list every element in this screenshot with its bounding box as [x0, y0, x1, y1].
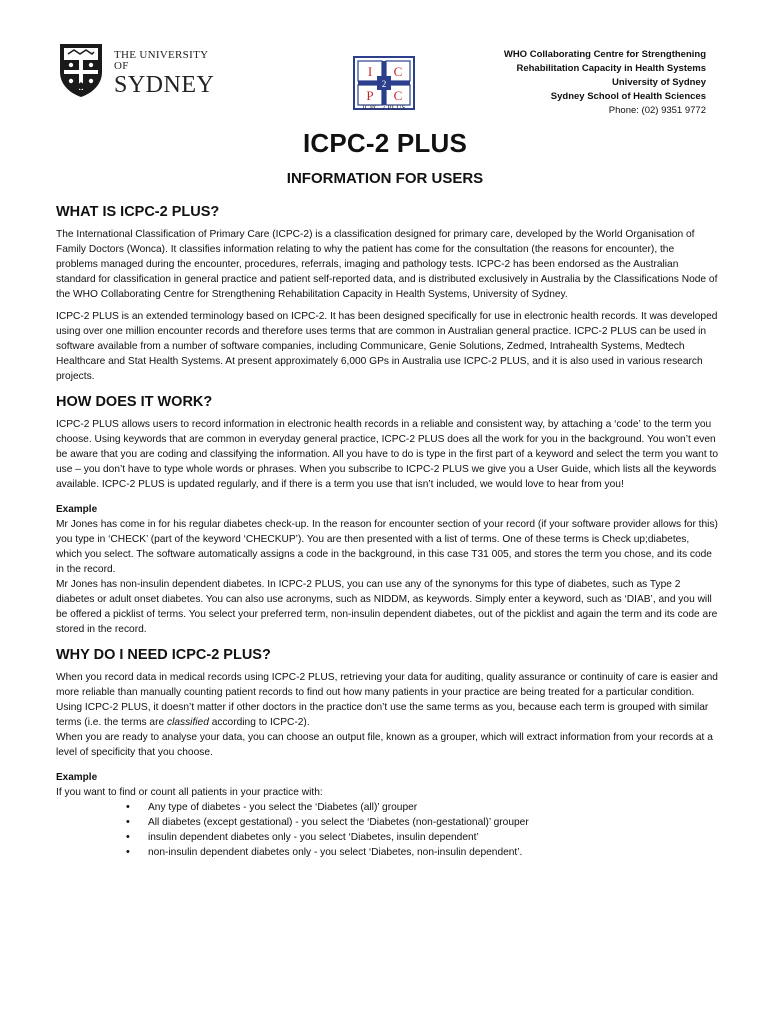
- icpc-cell-i: I: [367, 64, 373, 79]
- who-line2: Rehabilitation Capacity in Health Systems: [516, 63, 706, 74]
- page-subtitle: INFORMATION FOR USERS: [286, 170, 484, 187]
- list-item-text: insulin dependent diabetes only - you select ‘Diabetes, insulin dependent’: [148, 832, 479, 843]
- university-crest-icon: [56, 42, 106, 98]
- bullet-icon: •: [126, 801, 130, 813]
- who-line4: Sydney School of Health Sciences: [550, 91, 706, 102]
- list-item-text: non-insulin dependent diabetes only - you select ‘Diabetes, non-insulin dependent’.: [148, 847, 523, 858]
- section-why: [56, 645, 718, 860]
- university-of-sydney-logo: [56, 40, 216, 100]
- who-centre-address: [504, 48, 706, 118]
- paragraph: ICPC-2 PLUS is an extended terminology based on ICPC-2. It has been designed specifically for use in electronic health records. It was developed using over one million encounter records and therefore uses terms that are common in Australian general practice. ICPC-2 PLUS can be used in software available from a number of software companies, including Communicare, Genie Solutions, Zedmed, Intrahealth Systems, Medtech Healthcare and Stat Health Systems. At present approximately 6,000 GPs in Australia use ICPC-2 PLUS, and it is also used in various research projects.: [56, 311, 718, 382]
- example-paragraph: Mr Jones has come in for his regular diabetes check-up. In the reason for encounter section of your record (if your software provider allows for this) you type in ‘CHECK’ (part of the keyword ‘CHECKUP’). You are then presented with a list of terms. One of these terms is Check up;diabetes, which you select. The software automatically assigns a code in the background, in this case T31 005, and stores the term you chose, and its code in the record.: [56, 519, 718, 575]
- university-wordmark: [114, 50, 216, 97]
- paragraph: [56, 670, 718, 730]
- document-body: [56, 202, 718, 860]
- example-label: Example: [56, 504, 98, 515]
- example-paragraph: Mr Jones has non-insulin dependent diabetes. In ICPC-2 PLUS, you can use any of the synonyms for this type of diabetes, such as Type 2 diabetes or adult onset diabetes. You can also use acronyms, such as NIDDM, as keywords. Simply enter a keyword, such as ‘DIAB’, and you will be offered a picklist of terms. You select your preferred term, non-insulin dependent diabetes, out of the picklist and again the term and its code are stored in the record.: [56, 579, 718, 635]
- example-label: Example: [56, 772, 98, 783]
- list-item-text: All diabetes (except gestational) - you select the ‘Diabetes (non-gestational)’ grouper: [148, 817, 529, 828]
- paragraph-text: When you record data in medical records using ICPC-2 PLUS, retrieving your data for auditing, quality assurance or continuity of care is easier and more reliable than manually counting patient records to find out how many patients in your practice are being treated for a particular condition. Using ICPC-2 PLUS, it doesn’t matter if other doctors in the practice don’t use the same terms as you, because each term is grouped with similar terms (i.e. the terms are: [56, 672, 718, 728]
- paragraph: When you are ready to analyse your data, you can choose an output file, known as a grouper, which will extract information from your records at a level of specificity that you choose.: [56, 732, 713, 758]
- section-what: [56, 202, 718, 384]
- who-phone: Phone: (02) 9351 9772: [608, 105, 706, 116]
- paragraph: The International Classification of Primary Care (ICPC-2) is a classification designed for primary care, developed by the World Organisation of Family Doctors (Wonca). It classifies information relating to why the patient has come for the consultation (the reasons for encounter), the problems managed during the encounter, procedures, referrals, imaging and pathology tests. ICPC-2 has been endorsed as the Australian standard for classification in general practice and patient self-reported data, and is distributed exclusively in Australia by the Classifications Node of the WHO Collaborating Centre for Strengthening Rehabilitation Capacity in Health Systems, University of Sydney.: [56, 229, 718, 300]
- icpc-logo-caption: ICPC-2 PLUS: [362, 104, 406, 112]
- list-item: [56, 800, 718, 815]
- section-heading: WHY DO I NEED ICPC-2 PLUS?: [56, 647, 271, 663]
- page-title: ICPC-2 PLUS: [302, 128, 467, 158]
- list-item: [56, 845, 718, 860]
- university-line2: SYDNEY: [114, 72, 215, 98]
- icpc-center-digit: 2: [381, 79, 387, 89]
- section-heading: WHAT IS ICPC-2 PLUS?: [56, 204, 220, 220]
- who-line3: University of Sydney: [612, 77, 706, 88]
- grouper-list: [56, 800, 718, 860]
- bullet-icon: •: [126, 846, 130, 858]
- university-line1: THE UNIVERSITY OF: [114, 49, 208, 72]
- list-item: [56, 830, 718, 845]
- icpc-cell-c2: C: [393, 88, 403, 103]
- example-intro: If you want to find or count all patients in your practice with:: [56, 787, 323, 798]
- list-item-text: Any type of diabetes - you select the ‘Diabetes (all)’ grouper: [148, 802, 418, 813]
- paragraph: ICPC-2 PLUS allows users to record information in electronic health records in a reliable and consistent way, by attaching a ‘code’ to the term you choose. Using keywords that are common in everyday general practice, ICPC-2 PLUS does all the work for you in the background. You won’t even be aware that you are coding and classifying the information. All you have to do is type in the first part of a keyword and select the term you want to use – you don’t have to type whole words or phrases. When you subscribe to ICPC-2 PLUS we give you a User Guide, which lists all the keywords available. ICPC-2 PLUS is updated regularly, and if there is a term you use that isn’t included, we would love to hear from you!: [56, 419, 718, 490]
- icpc-cell-p: P: [366, 88, 374, 103]
- section-heading: HOW DOES IT WORK?: [56, 394, 213, 410]
- emphasis-text: classified: [166, 717, 209, 728]
- section-how: [56, 392, 718, 637]
- list-item: [56, 815, 718, 830]
- icpc-cell-c1: C: [393, 64, 403, 79]
- bullet-icon: •: [126, 816, 130, 828]
- bullet-icon: •: [126, 831, 130, 843]
- who-line1: WHO Collaborating Centre for Strengthening: [503, 49, 706, 60]
- paragraph-text: according to ICPC-2).: [208, 717, 310, 728]
